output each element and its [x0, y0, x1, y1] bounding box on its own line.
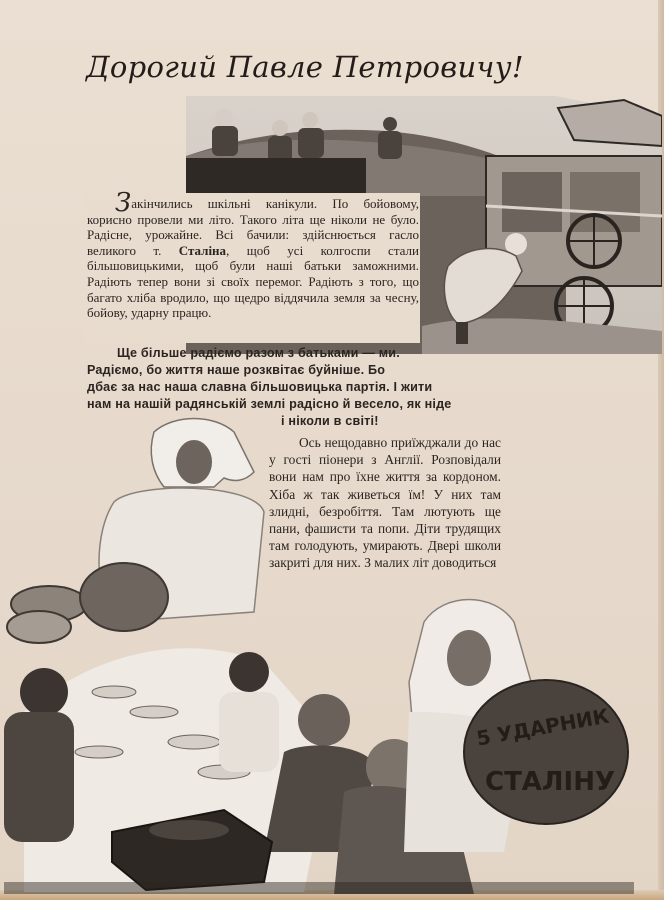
- bold-line-5: і ніколи в світі!: [281, 414, 379, 428]
- intro-text-part2: , щоб усі колгоспи стали більшовицькими, щоб були наші батьки заможними. Радіють тепер вони зі своїх перемог. Радіють з того, що багато хліба вродило, що щедро віддячила земля за чесну, бойову, ударну працю.: [87, 242, 419, 321]
- bold-line-2: Радіємо, бо життя наше розквітає буйніше. Бо: [87, 363, 386, 377]
- drop-cap: З: [115, 188, 132, 218]
- bold-line-4: нам на нашій радянській землі радісно й весело, як ніде: [87, 397, 452, 411]
- intro-text-part1: акінчились шкільні канікули. По бойовому, корисно провели ми літо. Такого літа ще ніколи не було. Радісне, урожайне. Всі бачили: здійснюється гасло великого т.: [87, 196, 419, 258]
- intro-bold-name: Сталіна: [178, 242, 227, 258]
- bread-loaf-inscribed: [464, 680, 628, 824]
- loaf-inscription-line2: СТАЛІНУ: [484, 767, 616, 797]
- bold-line-1: Ще більше радіємо разом з батьками — ми.: [117, 346, 400, 360]
- page-title: Дорогий Павле Петровичу!: [86, 50, 524, 84]
- loaf-inscription-line1: 5 УДАРНИК: [474, 703, 611, 751]
- column-paragraph-text: Ось нещодавно приїжджали до нас у гості піонери з Англії. Розповідали вони нам про їхне життя за кордоном. Хіба ж так живеться їм! У них там злидні, безробіття. Там лютують ще пани, фашисти та попи. Діти трудящих там голодують, умирають. Двері школи закриті для них. З малих літ доводиться: [269, 435, 501, 571]
- column-paragraph: [269, 434, 501, 572]
- bold-paragraph: [87, 345, 505, 430]
- intro-paragraph: [87, 188, 419, 321]
- bold-line-3: дбає за нас наша славна більшовицька партія. І жити: [87, 380, 433, 394]
